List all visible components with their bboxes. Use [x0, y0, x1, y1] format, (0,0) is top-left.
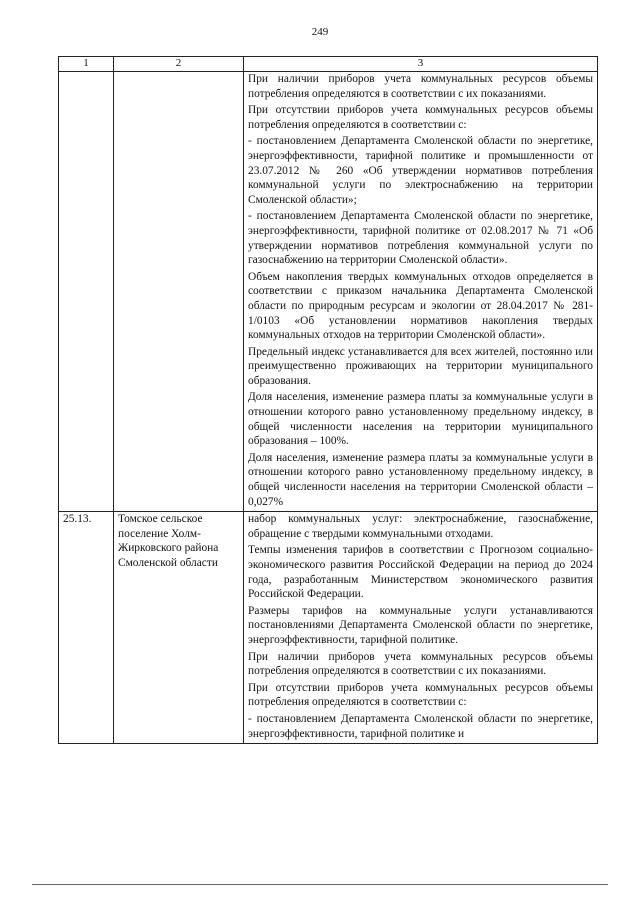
- table-header-row: [59, 57, 598, 72]
- row-number-cell: [59, 72, 114, 512]
- page-number: 249: [311, 26, 329, 38]
- table-row: [59, 512, 598, 744]
- bottom-rule: [32, 884, 608, 885]
- column-header-2: 2: [114, 57, 244, 72]
- paragraph: При отсутствии приборов учета коммунальных ресурсов объемы потребления определяются в соответствии с:: [248, 104, 593, 131]
- paragraph: - постановлением Департамента Смоленской области по энергетике, энергоэффективности, тарифной политике от 02.08.2017 № 71 «Об утверждении нормативов потребления коммунальной услуги по газоснабжению на территории Смоленской области».: [248, 210, 593, 267]
- paragraph: набор коммунальных услуг: электроснабжение, газоснабжение, обращение с твердыми коммунальными отходами.: [248, 513, 593, 540]
- column-header-3: 3: [244, 57, 598, 72]
- paragraph: При отсутствии приборов учета коммунальных ресурсов объемы потребления определяются в соответствии с:: [248, 681, 593, 709]
- paragraph: Размеры тарифов на коммунальные услуги устанавливаются постановлениями Департамента Смоленской области по энергетике, энергоэффективности, тарифной политике.: [248, 604, 593, 646]
- column-header-1: 1: [59, 57, 114, 72]
- paragraph: При наличии приборов учета коммунальных ресурсов объемы потребления определяются в соответствии с их показаниями.: [248, 650, 593, 678]
- municipality-cell: [114, 72, 244, 512]
- row-number-cell: 25.13.: [59, 512, 114, 744]
- paragraph: - постановлением Департамента Смоленской области по энергетике, энергоэффективности, тарифной политике и промышленности от 23.07.2012 № 260 «Об утверждении нормативов потребления коммунальной услуги по электроснабжению на территории Смоленской области»;: [248, 135, 593, 206]
- paragraph: При наличии приборов учета коммунальных ресурсов объемы потребления определяются в соответствии с их показаниями.: [248, 73, 593, 100]
- paragraph: - постановлением Департамента Смоленской области по энергетике, энергоэффективности, тарифной политике и: [248, 712, 593, 740]
- document-table: [58, 56, 598, 744]
- paragraph: Доля населения, изменение размера платы за коммунальные услуги в отношении которого равно установленному предельному индексу, в общей численности населения на территории муниципального образования – 100%.: [248, 391, 593, 448]
- table-row: [59, 72, 598, 512]
- paragraph: Темпы изменения тарифов в соответствии с Прогнозом социально-экономического развития Российской Федерации на период до 2024 года, разработанным Министерством экономического развития Российской Федерации.: [248, 544, 593, 601]
- description-cell: [244, 512, 598, 744]
- paragraph: Объем накопления твердых коммунальных отходов определяется в соответствии с приказом начальника Департамента Смоленской области по природным ресурсам и экологии от 28.04.2017 № 281-1/0103 «Об установлении нормативов накопления твердых коммунальных отходов на территории Смоленской области».: [248, 270, 593, 342]
- description-cell: [244, 72, 598, 512]
- municipality-cell: Томское сельское поселение Холм-Жирковского района Смоленской области: [114, 512, 244, 744]
- paragraph: Доля населения, изменение размера платы за коммунальные услуги в отношении которого равно установленному предельному индексу, в общей численности населения на территории Смоленской области – 0,027%: [248, 451, 593, 508]
- paragraph: Предельный индекс устанавливается для всех жителей, постоянно или преимущественно проживающих на территории муниципального образования.: [248, 345, 593, 387]
